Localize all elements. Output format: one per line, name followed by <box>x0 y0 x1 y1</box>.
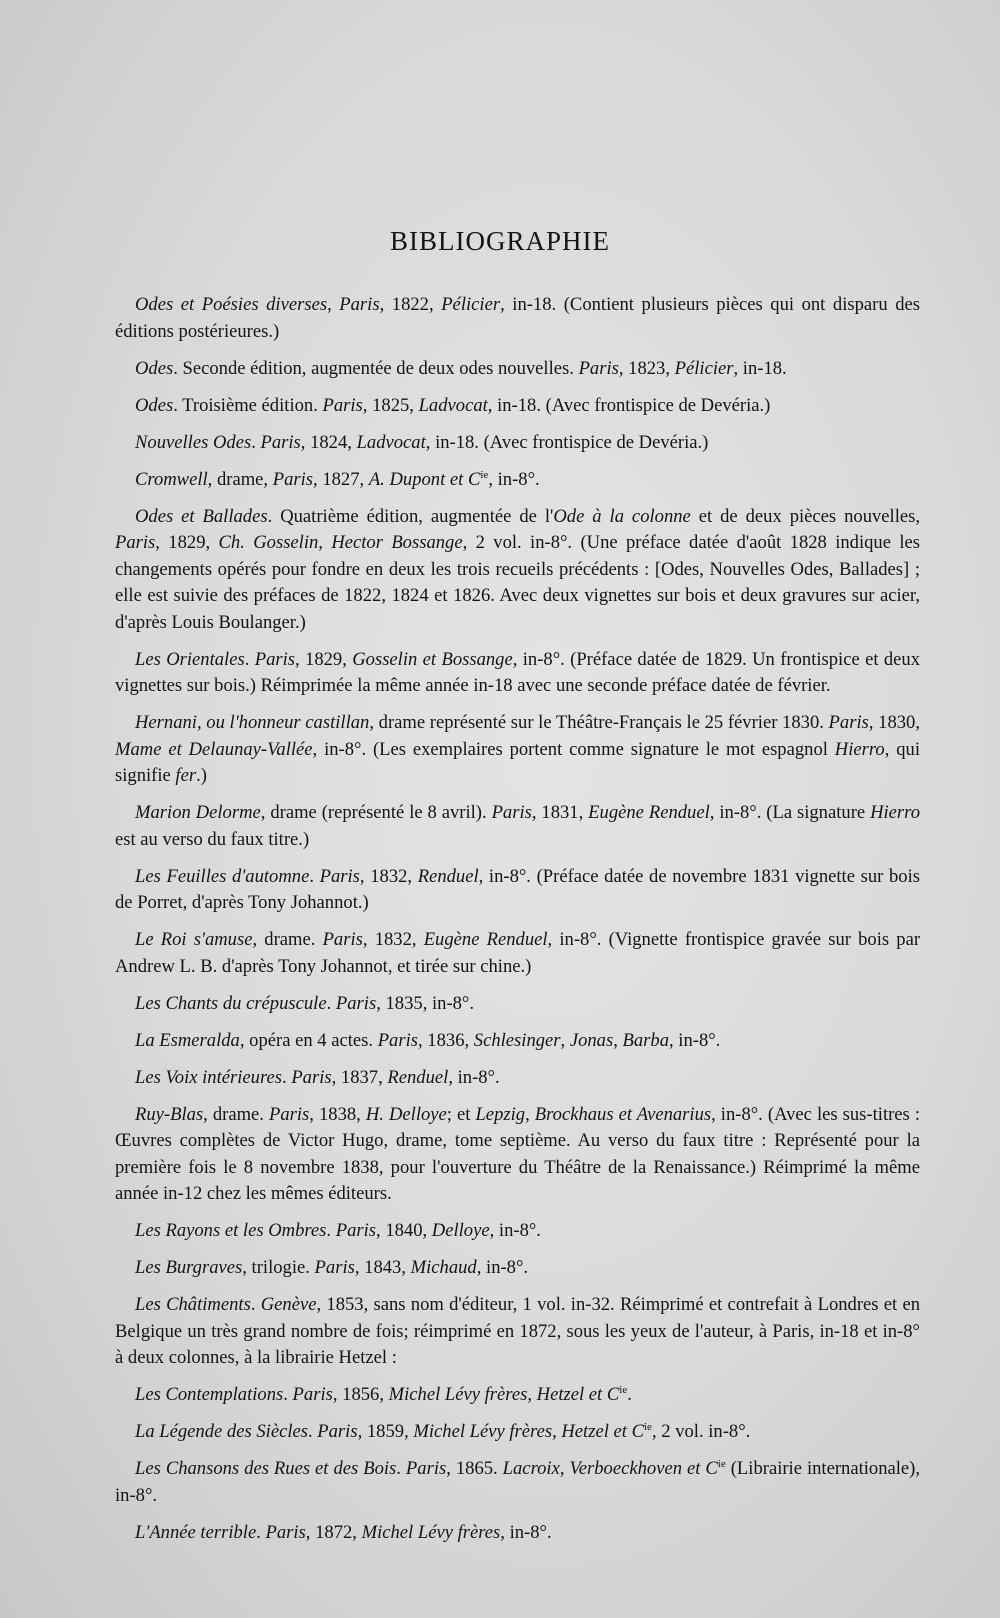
entry-text: . <box>326 992 336 1014</box>
italic-text: Les Orientales <box>135 648 245 670</box>
entry-text: , qui signifie <box>115 738 921 786</box>
italic-text: Barba <box>622 1029 669 1051</box>
italic-text: Paris <box>491 802 532 823</box>
bibliography-entry <box>115 1456 920 1509</box>
entry-text: , <box>527 1384 537 1405</box>
italic-text: Lepzig <box>475 1103 526 1125</box>
italic-text: Eugène Renduel <box>423 929 548 950</box>
entry-text: , in-8°. (Préface datée de 1829. Un frontispice et deux vignettes sur bois.) Réimprimée la même année in-18 avec une seconde préface datée de février. <box>115 648 921 696</box>
entry-text: , 1829, <box>155 532 219 553</box>
entry-text: . Seconde édition, augmentée de deux odes nouvelles. <box>173 357 579 379</box>
entry-text: , 1837, <box>331 1066 388 1088</box>
superscript-text: ie <box>644 1420 652 1433</box>
entry-text: , in-8°. (Avec les sus-titres : Œuvres complètes de Victor Hugo, drame, tome septième. Au verso du faux titre : Représenté pour la première fois le 8 novembre 1838, pour l'ouverture du Théâtre de la Renaissance.) Réimprimé la même année in-12 chez les mêmes éditeurs. <box>115 1103 920 1204</box>
entry-text: , in-8°. (Préface datée de novembre 1831 vignette sur bois de Porret, d'après Tony Johannot.) <box>115 865 920 913</box>
italic-text: Eugène Renduel <box>588 802 710 823</box>
entry-text: , in-8°. <box>476 1257 529 1278</box>
entry-text: , 2 vol. in-8°. (Une préface datée d'août 1828 indique les changements opérés pour fondre en deux les trois recueils précédents : [Odes, Nouvelles Odes, Ballades] ; elle est suivie des préfaces de 1822, 1824 et 1826. Avec deux vignettes sur bois et deux gravures sur acier, d'après Louis Boulanger.) <box>115 532 921 633</box>
bibliography-entry <box>115 1028 920 1055</box>
entry-text: . <box>627 1384 632 1405</box>
bibliography-entry <box>115 927 920 980</box>
italic-text: Paris <box>260 431 301 453</box>
italic-text: Les Chansons des Rues et des Bois <box>135 1458 397 1479</box>
italic-text: Renduel <box>417 865 479 887</box>
italic-text: Brockhaus et Avenarius <box>534 1103 712 1125</box>
italic-text: Ode à la colonne <box>553 505 691 527</box>
italic-text: Odes <box>135 394 174 416</box>
italic-text: Ch. Gosselin, Hector Bossange <box>218 532 463 553</box>
italic-text: Paris <box>578 357 619 379</box>
italic-text: Nouvelles Odes <box>135 431 252 453</box>
entry-text: et de deux pièces nouvelles, <box>690 505 921 527</box>
italic-text: Genève <box>260 1294 317 1315</box>
entry-text: , <box>559 1458 570 1479</box>
entry-text: , <box>552 1421 562 1442</box>
bibliography-entry <box>115 1382 920 1409</box>
entry-text: . <box>251 431 261 453</box>
entry-text: , 1829, <box>295 648 353 670</box>
entry-text: . <box>283 1384 293 1405</box>
entry-text: , in-8°. <box>669 1029 721 1051</box>
entry-text: , 1822, <box>379 294 442 315</box>
entry-text: , 1832, <box>359 865 418 887</box>
italic-text: Ladvocat <box>356 431 426 453</box>
italic-text: Paris <box>335 1220 377 1241</box>
entry-text: , trilogie. <box>242 1257 315 1278</box>
italic-text: Paris <box>828 712 869 733</box>
entry-text: , in-8°. <box>488 468 540 490</box>
italic-text: A. Dupont et C <box>368 468 481 490</box>
italic-text: Paris <box>339 294 380 315</box>
italic-text: Gosselin et Bossange <box>352 648 513 670</box>
italic-text: Ladvocat <box>418 394 488 416</box>
entry-text: . <box>250 1294 261 1315</box>
italic-text: Paris <box>254 648 296 670</box>
entry-text: , drame (représenté le 8 avril). <box>260 802 492 823</box>
italic-text: Mame et Delaunay-Vallée <box>115 738 313 760</box>
entry-text: , in-18. <box>733 357 787 379</box>
italic-text: H. Delloye <box>365 1103 447 1125</box>
italic-text: Lacroix <box>502 1458 560 1479</box>
italic-text: Paris <box>335 992 377 1014</box>
italic-text: Michel Lévy frères <box>413 1421 553 1442</box>
italic-text: Odes et Poésies diverses <box>135 294 328 315</box>
italic-text: Paris <box>405 1458 447 1479</box>
entry-text: . <box>244 648 255 670</box>
superscript-text: ie <box>619 1383 628 1396</box>
entry-text: , 1825, <box>362 394 419 416</box>
entry-text: , 1824, <box>300 431 357 453</box>
superscript-text: ie <box>717 1457 726 1470</box>
italic-text: Jonas <box>569 1029 614 1051</box>
bibliography-entry <box>115 356 920 383</box>
bibliography-entry <box>115 1255 920 1282</box>
italic-text: Les Rayons et les Ombres <box>135 1220 327 1241</box>
entry-text: . <box>326 1220 336 1241</box>
entry-text: , <box>613 1029 623 1051</box>
bibliography-entry <box>115 647 920 700</box>
entry-text: , in-8°. (La signature <box>709 802 871 823</box>
italic-text: Odes <box>135 357 174 379</box>
italic-text: Pélicier <box>674 357 734 379</box>
entry-text: , in-8°. <box>448 1066 500 1088</box>
entry-text: , <box>525 1103 535 1125</box>
bibliography-entry <box>115 430 920 457</box>
italic-text: Cromwell <box>135 468 208 490</box>
italic-text: Verboeckhoven et C <box>569 1458 718 1479</box>
entry-text: . Troisième édition. <box>173 394 323 416</box>
bibliography-entry <box>115 1218 920 1245</box>
superscript-text: ie <box>480 468 489 481</box>
bibliography-entry <box>115 1065 920 1092</box>
italic-text: Le Roi s'amuse <box>135 929 253 950</box>
italic-text: Michel Lévy frères <box>388 1384 528 1405</box>
entry-text: , drame. <box>203 1103 269 1125</box>
entry-text: , 1823, <box>618 357 675 379</box>
entry-text: , drame représenté sur le Théâtre-Français le 25 février 1830. <box>369 712 829 733</box>
entry-text: . <box>307 1421 318 1442</box>
entry-text: , in-18. (Contient plusieurs pièces qui ont disparu des éditions postérieures.) <box>115 294 921 342</box>
italic-text: Schlesinger <box>473 1029 561 1051</box>
entry-text: . <box>282 1066 292 1088</box>
entry-text: , in-8°. (Vignette frontispice gravée sur bois par Andrew L. B. d'après Tony Johannot, et tirée sur chine.) <box>115 929 921 977</box>
italic-text: Les Contemplations <box>135 1384 284 1405</box>
entry-text: , 1853, sans nom d'éditeur, 1 vol. in-32. Réimprimé et contrefait à Londres et en Belgique un très grand nombre de fois; réimprimé en 1872, sous les yeux de l'auteur, à Paris, in-18 et in-8° à deux colonnes, à la librairie Hetzel : <box>115 1294 921 1368</box>
entry-text: , 1827, <box>313 468 369 490</box>
italic-text: Pélicier <box>441 294 501 315</box>
italic-text: Les Burgraves <box>135 1257 243 1278</box>
bibliography-entry <box>115 800 920 853</box>
entry-text: , in-18. (Avec frontispice de Devéria.) <box>487 394 771 416</box>
bibliography-entry <box>115 504 920 637</box>
entry-text: , <box>560 1029 570 1051</box>
italic-text: Paris <box>115 532 156 553</box>
italic-text: Paris <box>317 1421 358 1442</box>
entry-text: , 1865. <box>446 1458 503 1479</box>
italic-text: Les Châtiments <box>135 1294 251 1315</box>
entry-text: , 1836, <box>418 1029 474 1051</box>
italic-text: Hetzel et C <box>561 1421 644 1442</box>
italic-text: Paris <box>272 468 314 490</box>
entry-text: , 1856, <box>332 1384 389 1405</box>
italic-text: Paris <box>292 1384 333 1405</box>
entry-text: . <box>396 1458 406 1479</box>
entry-text: , drame, <box>207 468 273 490</box>
italic-text: La Légende des Siècles <box>135 1421 308 1442</box>
italic-text: Paris <box>319 865 360 887</box>
entry-text: , opéra en 4 actes. <box>239 1029 378 1051</box>
entry-text: (Librairie internationale), in-8°. <box>115 1458 921 1506</box>
entry-text: . <box>256 1521 266 1543</box>
entry-text: , 1838, <box>309 1103 366 1125</box>
italic-text: Paris <box>314 1257 355 1278</box>
entry-text: , 1872, <box>305 1521 362 1543</box>
italic-text: Les Chants du crépuscule <box>135 992 327 1014</box>
italic-text: Delloye <box>431 1220 490 1241</box>
italic-text: Ruy-Blas <box>135 1103 204 1125</box>
entry-text: , 1832, <box>362 929 424 950</box>
italic-text: Hetzel et C <box>536 1384 620 1405</box>
italic-text: Paris <box>291 1066 332 1088</box>
italic-text: Marion Delorme <box>135 802 261 823</box>
entry-text: . <box>309 865 320 887</box>
entry-text: , 1831, <box>531 802 589 823</box>
bibliography-entry <box>115 991 920 1018</box>
italic-text: Les Feuilles d'automne <box>135 865 310 887</box>
bibliography-entry <box>115 467 920 494</box>
entry-text: , in-8°. <box>489 1220 541 1241</box>
italic-text: Hierro <box>870 802 920 823</box>
italic-text: Les Voix intérieures <box>135 1066 283 1088</box>
italic-text: Paris <box>265 1521 306 1543</box>
entry-text: ; et <box>446 1103 476 1125</box>
entry-text: , 1840, <box>376 1220 432 1241</box>
entry-text: , drame. <box>252 929 323 950</box>
italic-text: Renduel <box>387 1066 449 1088</box>
entry-text: , in-8°. (Les exemplaires portent comme signature le mot espagnol <box>312 738 835 760</box>
italic-text: Hierro <box>834 738 885 760</box>
entry-text: est au verso du faux titre.) <box>115 828 310 850</box>
entry-text: .) <box>196 765 207 786</box>
bibliography-entry <box>115 292 920 345</box>
italic-text: Paris <box>269 1103 310 1125</box>
italic-text: Michaud <box>410 1257 477 1278</box>
bibliography-entry <box>115 1102 920 1208</box>
bibliography-entry <box>115 1419 920 1446</box>
italic-text: La Esmeralda <box>135 1029 240 1051</box>
italic-text: L'Année terrible <box>135 1521 257 1543</box>
italic-text: Paris <box>322 394 363 416</box>
bibliography-entry <box>115 710 920 790</box>
italic-text: Michel Lévy frères <box>361 1521 501 1543</box>
entry-text: , 1835, in-8°. <box>376 992 475 1014</box>
entry-text: , 1843, <box>354 1257 411 1278</box>
bibliography-entry <box>115 1292 920 1372</box>
italic-text: Paris <box>377 1029 418 1051</box>
entry-text: . Quatrième édition, augmentée de l' <box>267 505 554 527</box>
italic-text: Hernani, ou l'honneur castillan <box>135 712 370 733</box>
entry-text: , 1859, <box>357 1421 414 1442</box>
bibliography-entry <box>115 393 920 420</box>
bibliography-entry <box>115 864 920 917</box>
entry-text: , 1830, <box>868 712 920 733</box>
entry-text: , in-18. (Avec frontispice de Devéria.) <box>425 431 709 453</box>
entry-text: , 2 vol. in-8°. <box>651 1421 751 1442</box>
page-title: BIBLIOGRAPHIE <box>390 226 610 256</box>
entry-text: , in-8°. <box>500 1521 552 1543</box>
entry-text: , <box>327 294 340 315</box>
bibliography-entry <box>115 1520 920 1547</box>
italic-text: Paris <box>322 929 363 950</box>
bibliography-list <box>115 292 920 1557</box>
italic-text: Odes et Ballades <box>135 505 268 527</box>
italic-text: fer <box>175 765 197 786</box>
